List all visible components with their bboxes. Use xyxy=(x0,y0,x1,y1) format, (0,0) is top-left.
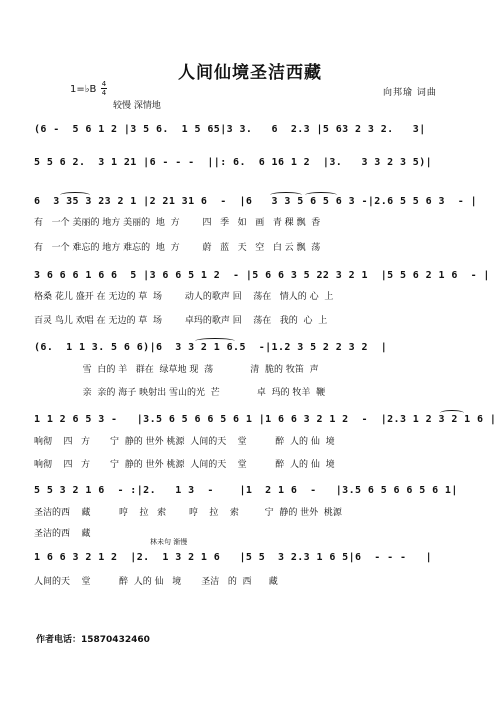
meter-top: 4 xyxy=(101,80,107,88)
lyric-line: 人间的天 堂 醉 人的 仙 境 圣洁 的 西 藏 xyxy=(34,577,278,587)
lyric-line: 格桑 花儿 盛开 在 无边的 草 场 动人的歌声 回 荡在 情人的 心 上 xyxy=(34,292,334,302)
lyric-line: 圣洁的西 藏 哼 拉 索 哼 拉 索 宁 静的 世外 桃源 xyxy=(34,508,342,518)
notation-line: 5 5 6 2. 3 1 21 |6 - - - ||: 6. 6 16 1 2 |3. 3 3 2 3 5)| xyxy=(34,157,433,168)
lyric-line: 亲 亲的 海子 映射出 雪山的光 芒 卓 玛的 牧羊 鞭 xyxy=(34,388,326,398)
notation-line: (6 - 5 6 1 2 |3 5 6. 1 5 65|3 3. 6 2.3 |5 63 2 3 2. 3| xyxy=(34,124,426,135)
notation-line: 1 1 2 6 5 3 - |3.5 6 5 6 6 5 6 1 |1 6 6 3 2 1 2 - |2.3 1 2 3 2 1 6 | xyxy=(34,414,497,425)
slur-mark xyxy=(60,192,90,198)
notation-line: 6 3 35 3 23 2 1 |2 21 31 6 - |6 3 3 5 6 5 6 3 -|2.6 5 5 6 3 - | xyxy=(34,196,478,207)
song-title: 人间仙境圣洁西藏 xyxy=(178,63,322,83)
notation-line: 1 6 6 3 2 1 2 |2. 1 3 2 1 6 |5 5 3 2.3 1 6 5|6 - - - | xyxy=(34,552,433,563)
slur-mark xyxy=(270,192,302,198)
lyric-line: 响彻 四 方 宁 静的 世外 桃源 人间的天 堂 醉 人的 仙 境 xyxy=(34,437,335,447)
lyric-line: 有 一个 难忘的 地方 难忘的 地 方 蔚 蓝 天 空 白 云 飘 荡 xyxy=(34,243,321,253)
author-contact: 作者电话：15870432460 xyxy=(36,635,150,645)
lyric-line: 雪 白的 羊 群在 绿草地 现 荡 清 脆的 牧笛 声 xyxy=(34,365,319,375)
time-signature xyxy=(101,80,107,97)
lyric-line: 有 一个 美丽的 地方 美丽的 地 方 四 季 如 画 青 稞 飘 香 xyxy=(34,218,321,228)
slur-mark xyxy=(305,192,337,198)
author-credit: 向邦瑜 词曲 xyxy=(383,88,437,98)
notation-line: (6. 1 1 3. 5 6 6)|6 3 3 2 1 6.5 -|1.2 3 5 2 2 3 2 | xyxy=(34,342,388,353)
tempo-marking: 较慢 深情地 xyxy=(113,101,161,111)
lyric-line: 圣洁的西 藏 xyxy=(34,529,91,539)
slur-mark xyxy=(440,410,464,416)
lyric-line: 百灵 鸟儿 欢唱 在 无边的 草 场 卓玛的歌声 回 荡在 我的 心 上 xyxy=(34,316,328,326)
notation-line: 5 5 3 2 1 6 - :|2. 1 3 - |1 2 1 6 - |3.5 6 5 6 6 5 6 1| xyxy=(34,485,458,496)
key-signature: 1=♭B xyxy=(70,84,97,95)
performance-annotation: 林未句 渐慢 xyxy=(150,538,188,546)
slur-mark xyxy=(195,338,235,344)
meter-bottom: 4 xyxy=(101,89,107,97)
notation-line: 3 6 6 6 1 6 6 5 |3 6 6 5 1 2 - |5 6 6 3 5 22 3 2 1 |5 5 6 2 1 6 - | xyxy=(34,270,490,281)
lyric-line: 响彻 四 方 宁 静的 世外 桃源 人间的天 堂 醉 人的 仙 境 xyxy=(34,460,335,470)
